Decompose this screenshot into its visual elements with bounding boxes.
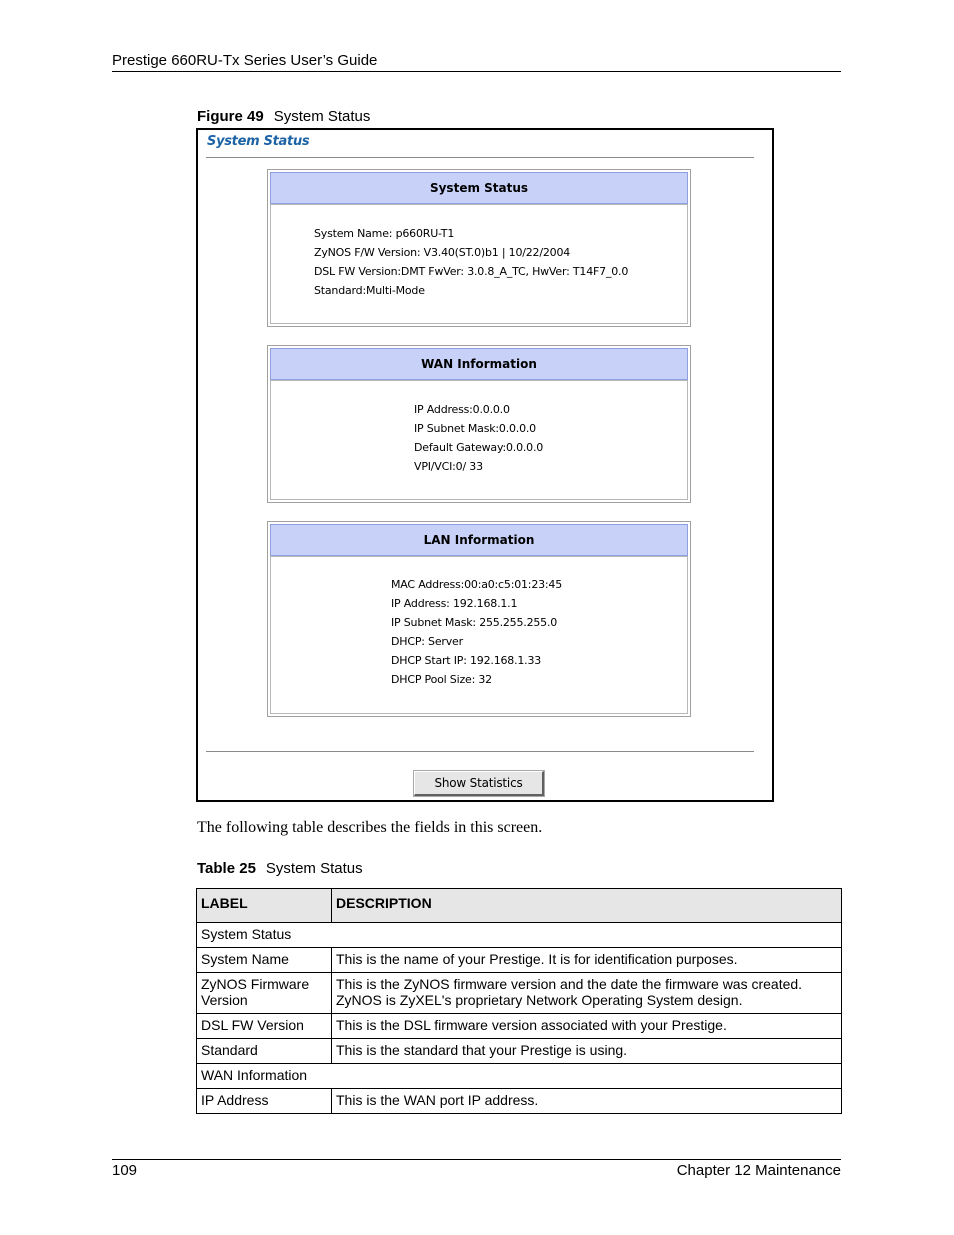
intro-text: The following table describes the fields in this screen. bbox=[197, 819, 543, 836]
lan-mac-address-value: MAC Address:00:a0:c5:01:23:45 bbox=[391, 578, 563, 591]
standard-value: Standard:Multi-Mode bbox=[314, 284, 425, 297]
screen-title: System Status bbox=[207, 134, 310, 149]
table-cell-description: This is the standard that your Prestige is using. bbox=[332, 1039, 842, 1064]
table-header-description: DESCRIPTION bbox=[332, 889, 842, 923]
wan-default-gateway-value: Default Gateway:0.0.0.0 bbox=[414, 441, 544, 454]
chapter-title: Chapter 12 Maintenance bbox=[676, 1162, 841, 1179]
table-row bbox=[197, 973, 842, 1014]
lan-dhcp-pool-size-value: DHCP Pool Size: 32 bbox=[391, 673, 492, 686]
wan-information-panel-body bbox=[270, 380, 688, 500]
lan-dhcp-start-ip-value: DHCP Start IP: 192.168.1.33 bbox=[391, 654, 542, 667]
table-title: System Status bbox=[265, 860, 363, 877]
page-number: 109 bbox=[112, 1162, 138, 1179]
table-section-wan-information: WAN Information bbox=[197, 1064, 842, 1089]
screen-title-rule bbox=[206, 157, 754, 158]
lan-information-panel-body bbox=[270, 556, 688, 714]
figure-caption bbox=[197, 108, 370, 125]
table-header-label: LABEL bbox=[197, 889, 332, 923]
system-status-description-table bbox=[196, 888, 842, 1114]
table-caption bbox=[197, 860, 363, 877]
zynos-fw-version-value: ZyNOS F/W Version: V3.40(ST.0)b1 | 10/22/2004 bbox=[314, 246, 571, 259]
table-cell-description: This is the name of your Prestige. It is for identification purposes. bbox=[332, 948, 842, 973]
lan-ip-address-value: IP Address: 192.168.1.1 bbox=[391, 597, 518, 610]
wan-information-panel-heading: WAN Information bbox=[270, 348, 688, 380]
table-cell-description: This is the WAN port IP address. bbox=[332, 1089, 842, 1114]
table-cell-label: DSL FW Version bbox=[197, 1014, 332, 1039]
table-row bbox=[197, 1089, 842, 1114]
figure-label: Figure 49 bbox=[197, 108, 264, 125]
wan-vpi-vci-value: VPI/VCI:0/ 33 bbox=[414, 460, 483, 473]
wan-subnet-mask-value: IP Subnet Mask:0.0.0.0 bbox=[414, 422, 536, 435]
figure-title: System Status bbox=[273, 108, 371, 125]
table-row bbox=[197, 1014, 842, 1039]
lan-subnet-mask-value: IP Subnet Mask: 255.255.255.0 bbox=[391, 616, 558, 629]
table-cell-label: IP Address bbox=[197, 1089, 332, 1114]
wan-information-panel bbox=[267, 345, 691, 503]
system-name-value: System Name: p660RU-T1 bbox=[314, 227, 455, 240]
system-status-panel-heading: System Status bbox=[270, 172, 688, 204]
table-section-row bbox=[197, 1064, 842, 1089]
table-cell-description: This is the DSL firmware version associated with your Prestige. bbox=[332, 1014, 842, 1039]
table-section-row bbox=[197, 923, 842, 948]
table-cell-label: ZyNOS Firmware Version bbox=[197, 973, 332, 1014]
lan-information-panel bbox=[267, 521, 691, 717]
table-cell-description: This is the ZyNOS firmware version and the date the firmware was created. ZyNOS is ZyXEL's proprietary Network Operating System design. bbox=[332, 973, 842, 1014]
table-section-system-status: System Status bbox=[197, 923, 842, 948]
show-statistics-button[interactable]: Show Statistics bbox=[414, 771, 544, 796]
table-header-row bbox=[197, 889, 842, 923]
screen-bottom-rule bbox=[206, 751, 754, 752]
table-row bbox=[197, 1039, 842, 1064]
system-status-panel-body bbox=[270, 204, 688, 324]
header-title: Prestige 660RU-Tx Series User’s Guide bbox=[112, 52, 378, 69]
wan-ip-address-value: IP Address:0.0.0.0 bbox=[414, 403, 510, 416]
table-label: Table 25 bbox=[197, 860, 256, 877]
system-status-screenshot bbox=[196, 128, 774, 802]
lan-information-panel-heading: LAN Information bbox=[270, 524, 688, 556]
header-rule bbox=[112, 71, 841, 72]
dsl-fw-version-value: DSL FW Version:DMT FwVer: 3.0.8_A_TC, HwVer: T14F7_0.0 bbox=[314, 265, 629, 278]
system-status-panel bbox=[267, 169, 691, 327]
table-cell-label: Standard bbox=[197, 1039, 332, 1064]
lan-dhcp-value: DHCP: Server bbox=[391, 635, 463, 648]
footer-rule bbox=[112, 1159, 841, 1160]
table-cell-label: System Name bbox=[197, 948, 332, 973]
table-row bbox=[197, 948, 842, 973]
